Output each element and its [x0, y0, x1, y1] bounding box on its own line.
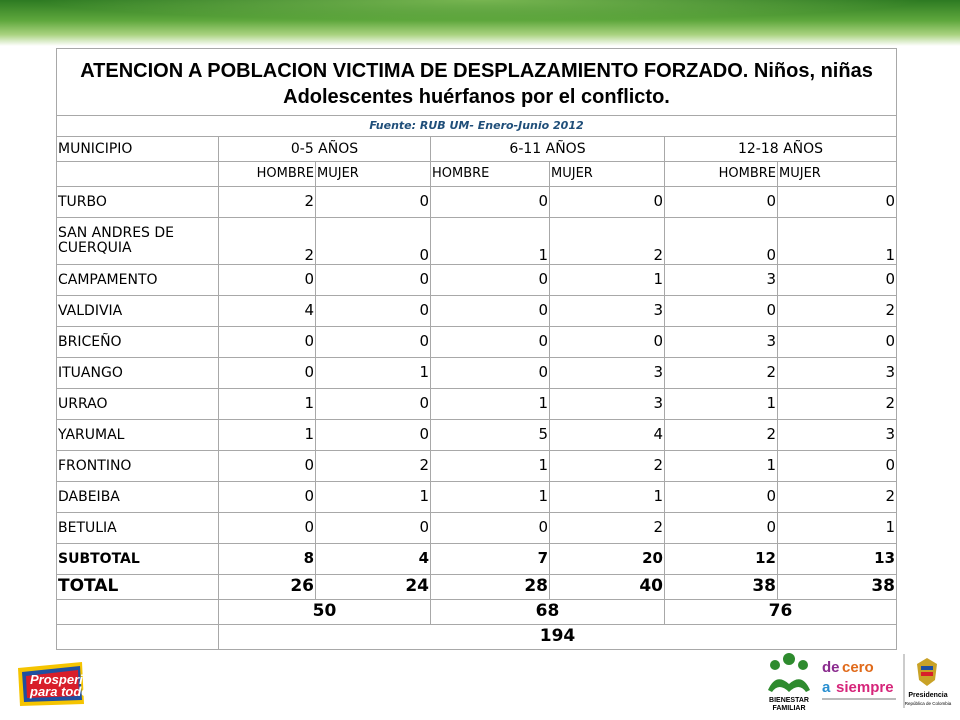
table-row: [57, 389, 897, 420]
value-cell: 1: [316, 482, 431, 513]
value-cell: 0: [316, 265, 431, 296]
municipio-name: BRICEÑO: [57, 327, 219, 358]
value-cell: 1: [431, 451, 550, 482]
municipio-name: VALDIVIA: [57, 296, 219, 327]
value-cell: 1: [431, 482, 550, 513]
presidencia-logo: [902, 652, 952, 710]
table-row: [57, 358, 897, 389]
value-cell: 0: [778, 327, 897, 358]
de-cero-a-siempre-logo: [818, 652, 900, 708]
subtotal-cell: 7: [431, 544, 550, 575]
gender-header: MUJER: [550, 162, 665, 187]
empty-cell: [57, 162, 219, 187]
value-cell: 0: [665, 482, 778, 513]
table-row: [57, 420, 897, 451]
subtotal-cell: 20: [550, 544, 665, 575]
report-title: ATENCION A POBLACION VICTIMA DE DESPLAZAMIENTO FORZADO. Niños, niñas Adolescentes huérfanos por el conflicto.: [80, 60, 873, 108]
value-cell: 1: [431, 218, 550, 265]
municipio-name: ITUANGO: [57, 358, 219, 389]
coat-of-arms-band: [921, 672, 933, 676]
age-group-header-row: [57, 137, 897, 162]
age-total-cell: 50: [219, 600, 431, 625]
subtotal-row: [57, 544, 897, 575]
age-totals-row: [57, 600, 897, 625]
value-cell: 1: [219, 389, 316, 420]
gender-header: HOMBRE: [219, 162, 316, 187]
value-cell: 0: [219, 482, 316, 513]
total-row: [57, 575, 897, 600]
value-cell: 0: [665, 218, 778, 265]
age-group-header: 12-18 AÑOS: [665, 137, 897, 162]
value-cell: 3: [550, 358, 665, 389]
value-cell: 4: [550, 420, 665, 451]
value-cell: 0: [431, 296, 550, 327]
value-cell: 5: [431, 420, 550, 451]
value-cell: 0: [316, 389, 431, 420]
gender-header: MUJER: [778, 162, 897, 187]
logo-decero-word2: cero: [842, 659, 874, 676]
empty-cell: [57, 625, 219, 650]
subtotal-cell: 13: [778, 544, 897, 575]
logo-decero-word3: a: [822, 679, 831, 696]
age-group-header: 0-5 AÑOS: [219, 137, 431, 162]
total-cell: 24: [316, 575, 431, 600]
municipio-header: MUNICIPIO: [57, 137, 219, 162]
value-cell: 0: [219, 451, 316, 482]
logo-decero-word1: de: [822, 659, 840, 676]
value-cell: 0: [316, 420, 431, 451]
municipio-name: URRAO: [57, 389, 219, 420]
value-cell: 1: [219, 420, 316, 451]
municipio-name: BETULIA: [57, 513, 219, 544]
table-row: [57, 451, 897, 482]
table-row: [57, 513, 897, 544]
table-row: [57, 218, 897, 265]
bienestar-familiar-logo: [762, 650, 816, 712]
logo-bienestar-line1: BIENESTAR: [769, 697, 809, 704]
value-cell: 3: [665, 327, 778, 358]
value-cell: 0: [316, 513, 431, 544]
logo-text-line2: para todos: [30, 684, 97, 699]
value-cell: 0: [316, 187, 431, 218]
subtotal-cell: 4: [316, 544, 431, 575]
age-total-cell: 76: [665, 600, 897, 625]
value-cell: 2: [550, 513, 665, 544]
value-cell: 0: [550, 327, 665, 358]
table-row: [57, 187, 897, 218]
table-row: [57, 482, 897, 513]
logo-figure-head-icon: [783, 653, 795, 665]
value-cell: 0: [316, 218, 431, 265]
value-cell: 1: [550, 265, 665, 296]
source-note: Fuente: RUB UM- Enero-Junio 2012: [57, 116, 897, 137]
value-cell: 0: [778, 187, 897, 218]
logo-text-line1: Prosperidad: [30, 672, 106, 687]
total-cell: 38: [665, 575, 778, 600]
value-cell: 2: [778, 296, 897, 327]
value-cell: 0: [431, 327, 550, 358]
prosperidad-logo: [16, 660, 106, 708]
logo-presidencia-line2: República de Colombia: [904, 701, 952, 706]
value-cell: 2: [665, 420, 778, 451]
municipio-name: DABEIBA: [57, 482, 219, 513]
total-cell: 26: [219, 575, 316, 600]
coat-of-arms-band: [921, 666, 933, 670]
logo-bienestar-line2: FAMILIAR: [772, 705, 806, 712]
gender-header: HOMBRE: [665, 162, 778, 187]
logo-figure-head-icon: [770, 660, 780, 670]
value-cell: 1: [316, 358, 431, 389]
value-cell: 1: [431, 389, 550, 420]
value-cell: 3: [550, 389, 665, 420]
value-cell: 1: [665, 451, 778, 482]
top-decorative-bar: [0, 0, 960, 46]
municipio-name: CAMPAMENTO: [57, 265, 219, 296]
total-cell: 40: [550, 575, 665, 600]
value-cell: 0: [316, 327, 431, 358]
logo-presidencia-line1: Presidencia: [908, 692, 948, 699]
value-cell: 0: [778, 265, 897, 296]
total-cell: 28: [431, 575, 550, 600]
empty-cell: [57, 600, 219, 625]
value-cell: 0: [219, 513, 316, 544]
value-cell: 0: [431, 358, 550, 389]
age-total-cell: 68: [431, 600, 665, 625]
value-cell: 0: [316, 296, 431, 327]
value-cell: 0: [550, 187, 665, 218]
logo-decero-word4: siempre: [836, 679, 894, 696]
logo-embrace-icon: [768, 679, 810, 692]
value-cell: 1: [778, 513, 897, 544]
value-cell: 0: [219, 358, 316, 389]
gender-header: HOMBRE: [431, 162, 550, 187]
title-cell: [57, 49, 897, 116]
subtotal-cell: 8: [219, 544, 316, 575]
value-cell: 1: [778, 218, 897, 265]
value-cell: 2: [778, 482, 897, 513]
value-cell: 1: [550, 482, 665, 513]
logo-figure-head-icon: [798, 660, 808, 670]
subtotal-label: SUBTOTAL: [57, 544, 219, 575]
total-label: TOTAL: [57, 575, 219, 600]
municipio-name: SAN ANDRES DE CUERQUIA: [57, 218, 219, 265]
table-row: [57, 327, 897, 358]
report-table: [56, 48, 897, 650]
subtotal-cell: 12: [665, 544, 778, 575]
value-cell: 0: [219, 265, 316, 296]
value-cell: 0: [431, 265, 550, 296]
value-cell: 0: [665, 513, 778, 544]
municipio-name: TURBO: [57, 187, 219, 218]
value-cell: 2: [778, 389, 897, 420]
logo-decero-rule: [822, 698, 896, 700]
value-cell: 2: [219, 218, 316, 265]
value-cell: 0: [778, 451, 897, 482]
municipio-name: YARUMAL: [57, 420, 219, 451]
table-row: [57, 265, 897, 296]
value-cell: 0: [431, 187, 550, 218]
value-cell: 3: [778, 358, 897, 389]
value-cell: 0: [219, 327, 316, 358]
value-cell: 3: [665, 265, 778, 296]
value-cell: 3: [550, 296, 665, 327]
value-cell: 4: [219, 296, 316, 327]
grand-total-row: [57, 625, 897, 650]
value-cell: 2: [665, 358, 778, 389]
age-group-header: 6-11 AÑOS: [431, 137, 665, 162]
table-row: [57, 296, 897, 327]
value-cell: 1: [665, 389, 778, 420]
municipio-name: FRONTINO: [57, 451, 219, 482]
grand-total-cell: 194: [219, 625, 897, 650]
value-cell: 2: [219, 187, 316, 218]
value-cell: 2: [550, 218, 665, 265]
value-cell: 2: [550, 451, 665, 482]
gender-header-row: [57, 162, 897, 187]
value-cell: 2: [316, 451, 431, 482]
value-cell: 0: [665, 296, 778, 327]
value-cell: 0: [665, 187, 778, 218]
value-cell: 3: [778, 420, 897, 451]
gender-header: MUJER: [316, 162, 431, 187]
value-cell: 0: [431, 513, 550, 544]
total-cell: 38: [778, 575, 897, 600]
